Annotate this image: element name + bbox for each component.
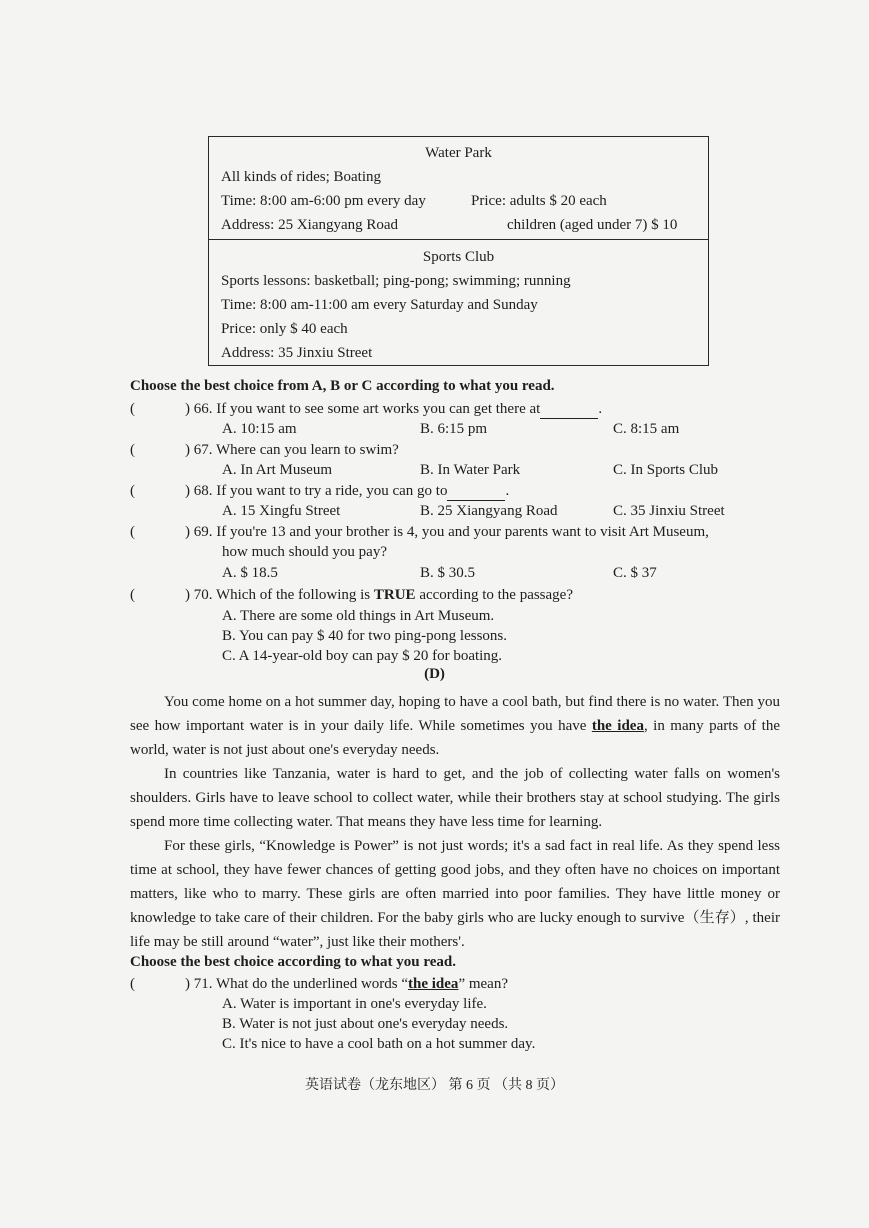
q70-paren: ( (130, 587, 135, 603)
section-d-heading: (D) (424, 666, 445, 682)
q70-stem (185, 587, 573, 604)
water-park-rides: All kinds of rides; Boating (221, 169, 381, 185)
sports-club-address: Address: 35 Jinxiu Street (221, 345, 373, 361)
q66-blank-end: . (598, 401, 603, 417)
q69-option-c: C. $ 37 (613, 565, 657, 581)
instruction-heading-2: Choose the best choice according to what you read. (130, 954, 456, 970)
p1-text-a: You come home on a hot summer day, hoping to have a cool bath, but find there is no water. Then you see how important water is in your daily life. While sometimes you have (130, 694, 780, 734)
q69-option-a: A. $ 18.5 (222, 565, 278, 581)
water-park-time: Time: 8:00 am-6:00 pm every day (221, 193, 426, 209)
q67-option-b: B. In Water Park (420, 462, 521, 478)
q70-text-pre: Which of the following is (215, 587, 374, 603)
sports-club-lessons: Sports lessons: basketball; ping-pong; swimming; running (221, 273, 571, 289)
q67-number: ) 67. (185, 442, 213, 458)
q66-text: If you want to see some art works you can get there at (216, 401, 541, 417)
q68-paren: ( (130, 483, 135, 499)
q67-option-c: C. In Sports Club (613, 462, 719, 478)
q66-stem (185, 401, 602, 419)
q66-option-c: C. 8:15 am (613, 421, 680, 437)
q68-blank-end: . (505, 483, 510, 499)
q67-stem (185, 442, 399, 459)
q66-option-b: B. 6:15 pm (420, 421, 488, 437)
passage-paragraph-1 (130, 690, 780, 762)
water-park-price-adults: Price: adults $ 20 each (471, 193, 607, 209)
q71-text-pre: What do the underlined words “ (215, 976, 409, 992)
q70-option-b: B. You can pay $ 40 for two ping-pong lessons. (222, 628, 507, 644)
q66-option-a: A. 10:15 am (222, 421, 297, 437)
instruction-heading: Choose the best choice from A, B or C according to what you read. (130, 378, 555, 394)
q67-option-a: A. In Art Museum (222, 462, 332, 478)
sports-club-time: Time: 8:00 am-11:00 am every Saturday and Sunday (221, 297, 538, 313)
q69-number: ) 69. (185, 524, 213, 540)
q67-text: Where can you learn to swim? (215, 442, 399, 458)
q67-paren: ( (130, 442, 135, 458)
q69-text-line2: how much should you pay? (222, 544, 387, 560)
q71-paren: ( (130, 976, 135, 992)
q71-stem (185, 976, 508, 993)
q70-text-bold: TRUE (373, 587, 416, 603)
q68-number: ) 68. (185, 483, 213, 499)
passage (130, 690, 780, 954)
q69-stem (185, 524, 709, 541)
q68-blank (447, 483, 505, 501)
q66-blank (540, 401, 598, 419)
q66-number: ) 66. (185, 401, 213, 417)
passage-paragraph-2: In countries like Tanzania, water is hard to get, and the job of collecting water falls on women's shoulders. Girls have to leave school to collect water, while their brothers stay at school studying. The girls spend more time collecting water. That means they have less time for learning. (130, 766, 780, 830)
box-divider (209, 239, 708, 240)
q68-option-c: C. 35 Jinxiu Street (613, 503, 725, 519)
p1-text-b: , in many parts of the world, water is not just about one's everyday needs. (130, 718, 780, 758)
q70-text-post: according to the passage? (415, 587, 573, 603)
q71-text-post: ” mean? (458, 976, 508, 992)
q71-option-a: A. Water is important in one's everyday life. (222, 996, 487, 1012)
q70-number: ) 70. (185, 587, 213, 603)
q68-option-a: A. 15 Xingfu Street (222, 503, 341, 519)
q68-option-b: B. 25 Xiangyang Road (420, 503, 558, 519)
q71-option-b: B. Water is not just about one's everyday needs. (222, 1016, 509, 1032)
q71-underlined: the idea (408, 976, 459, 992)
q69-text: If you're 13 and your brother is 4, you and your parents want to visit Art Museum, (216, 524, 709, 540)
water-park-address: Address: 25 Xiangyang Road (221, 217, 399, 233)
q69-option-b: B. $ 30.5 (420, 565, 476, 581)
q71-number: ) 71. (185, 976, 213, 992)
q70-option-a: A. There are some old things in Art Museum. (222, 608, 495, 624)
q71-option-c: C. It's nice to have a cool bath on a hot summer day. (222, 1036, 536, 1052)
q68-stem (185, 483, 509, 501)
q70-option-c: C. A 14-year-old boy can pay $ 20 for boating. (222, 648, 503, 664)
water-park-price-children: children (aged under 7) $ 10 (507, 217, 678, 233)
q66-paren: ( (130, 401, 135, 417)
q68-text: If you want to try a ride, you can go to (216, 483, 448, 499)
sports-club-title: Sports Club (422, 249, 495, 265)
info-box (208, 136, 709, 366)
p1-underlined: the idea (591, 718, 644, 734)
passage-paragraph-3: For these girls, “Knowledge is Power” is not just words; it's a sad fact in real life. As they spend less time at school, they have fewer chances of getting good jobs, and they often have no choices on important matters, like who to marry. These girls are often married into poor families. They have little money or knowledge to take care of their children. For the baby girls who are lucky enough to survive（生存）, their life may be still around “water”, just like their mothers'. (130, 838, 780, 950)
water-park-title: Water Park (425, 145, 492, 161)
q69-paren: ( (130, 524, 135, 540)
sports-club-price: Price: only $ 40 each (221, 321, 348, 337)
page-footer: 英语试卷（龙东地区） 第 6 页 （共 8 页） (305, 1078, 564, 1093)
